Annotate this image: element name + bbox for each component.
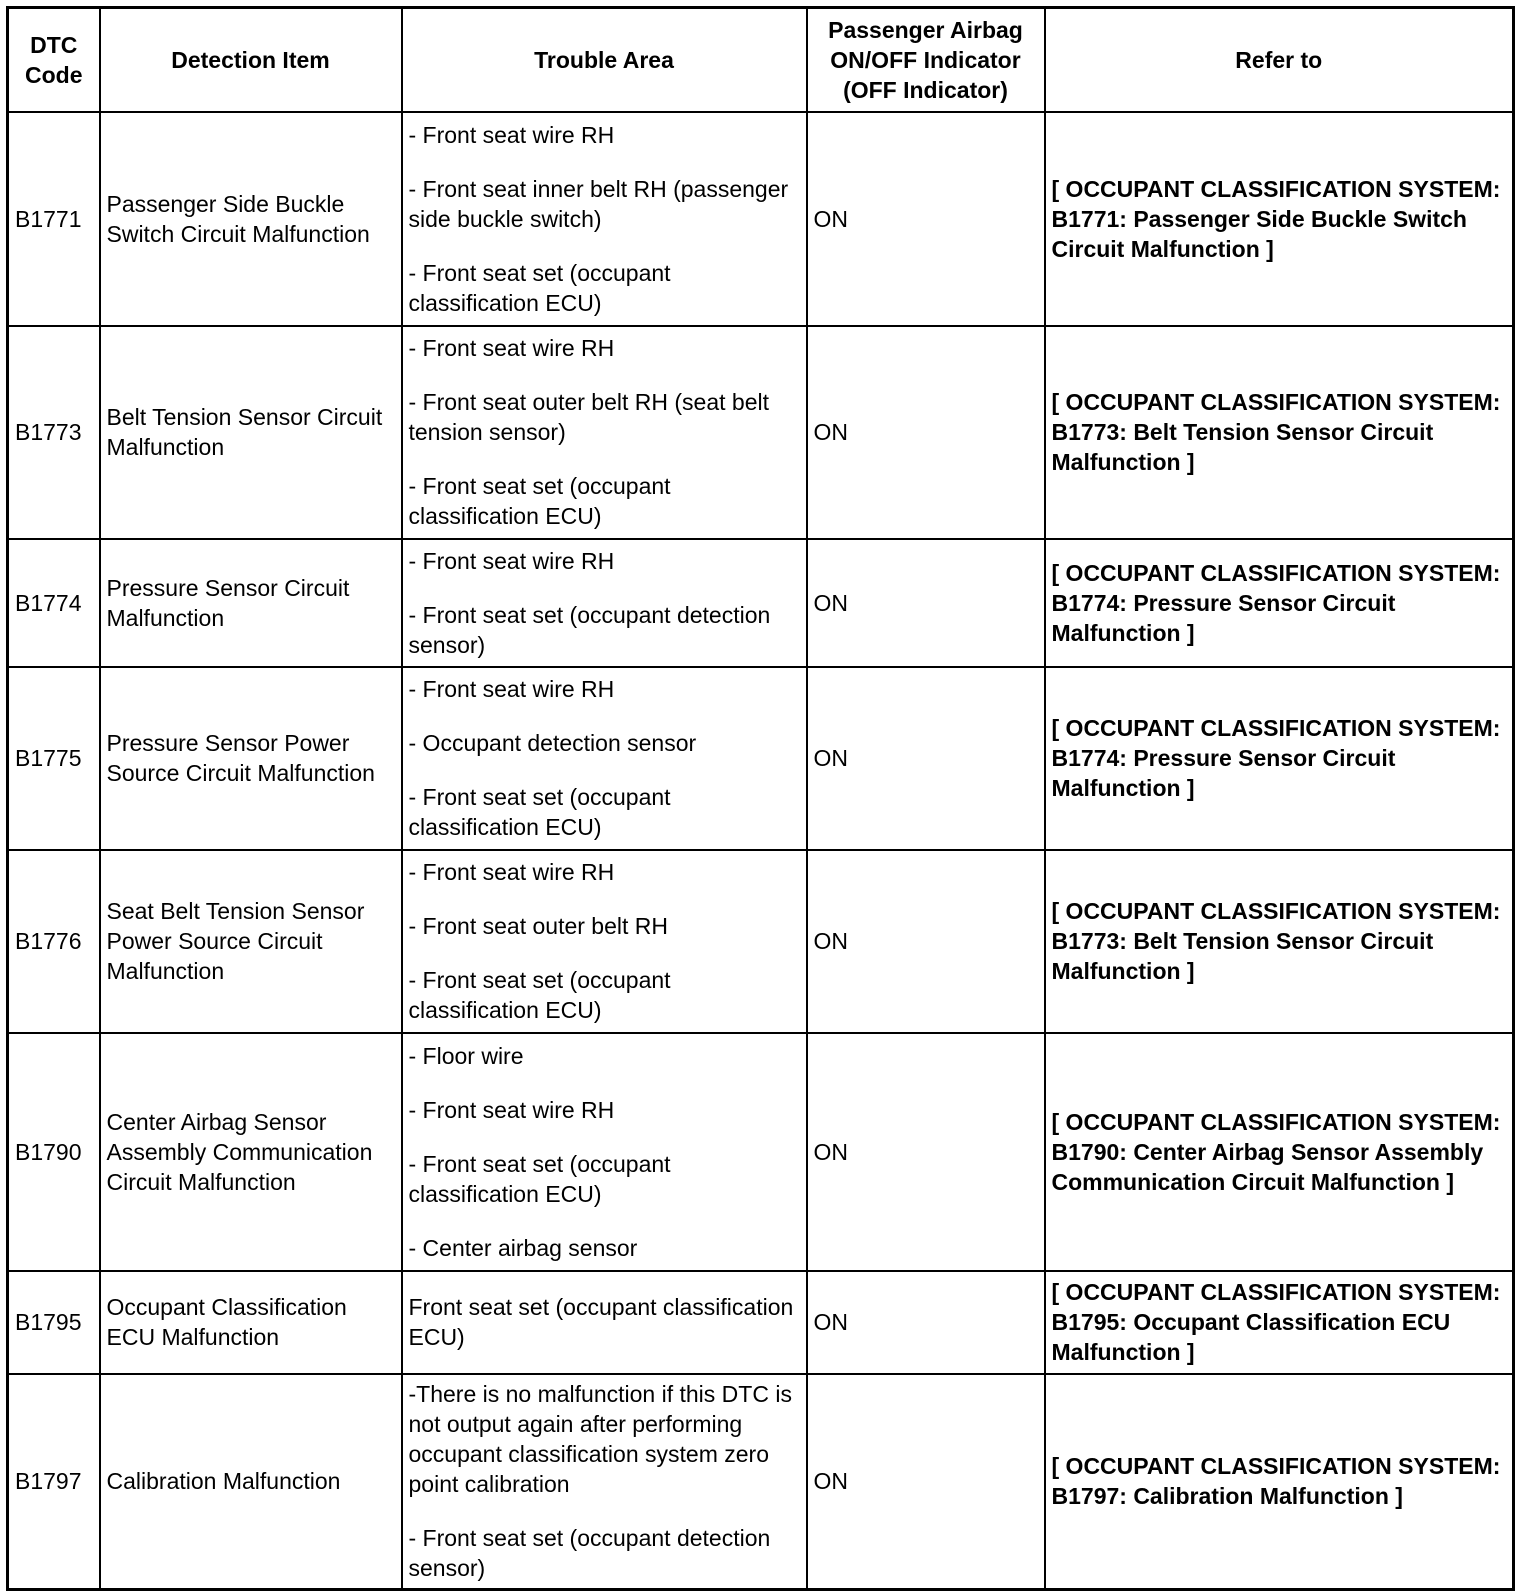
refer-to-cell: [ OCCUPANT CLASSIFICATION SYSTEM: B1774: Pressure Sensor Circuit Malfunction ] bbox=[1045, 539, 1514, 667]
trouble-area-cell bbox=[402, 326, 807, 539]
trouble-area-item: - Front seat set (occupant classification ECU) bbox=[408, 1150, 671, 1207]
refer-to-cell: [ OCCUPANT CLASSIFICATION SYSTEM: B1797: Calibration Malfunction ] bbox=[1045, 1374, 1514, 1590]
table-row bbox=[8, 539, 1514, 667]
detection-item-cell: Belt Tension Sensor Circuit Malfunction bbox=[100, 326, 402, 539]
trouble-area-item: - Front seat wire RH bbox=[408, 335, 615, 361]
indicator-cell: ON bbox=[807, 667, 1045, 850]
trouble-area-item: - Front seat outer belt RH (seat belt tension sensor) bbox=[408, 389, 769, 445]
header-row bbox=[8, 8, 1514, 112]
dtc-code-cell: B1773 bbox=[8, 326, 100, 539]
dtc-table bbox=[6, 6, 1515, 1591]
refer-to-cell: [ OCCUPANT CLASSIFICATION SYSTEM: B1773: Belt Tension Sensor Circuit Malfunction ] bbox=[1045, 326, 1514, 539]
table-row bbox=[8, 112, 1514, 326]
trouble-area-cell bbox=[402, 667, 807, 850]
trouble-area-cell bbox=[402, 112, 807, 326]
refer-to-cell: [ OCCUPANT CLASSIFICATION SYSTEM: B1771: Passenger Side Buckle Switch Circuit Malfunction ] bbox=[1045, 112, 1514, 326]
table-row bbox=[8, 1271, 1514, 1374]
dtc-code-cell: B1790 bbox=[8, 1033, 100, 1271]
refer-to-cell: [ OCCUPANT CLASSIFICATION SYSTEM: B1790: Center Airbag Sensor Assembly Communication Circuit Malfunction ] bbox=[1045, 1033, 1514, 1271]
dtc-code-cell: B1774 bbox=[8, 539, 100, 667]
indicator-cell: ON bbox=[807, 1374, 1045, 1590]
detection-item-cell: Center Airbag Sensor Assembly Communication Circuit Malfunction bbox=[100, 1033, 402, 1271]
trouble-area-item: - Floor wire bbox=[408, 1042, 524, 1069]
trouble-area-item: - Front seat set (occupant detection sensor) bbox=[408, 1525, 771, 1582]
trouble-area-item: - Front seat wire RH bbox=[408, 859, 615, 885]
trouble-area-item: - Front seat set (occupant classification ECU) bbox=[408, 784, 671, 840]
detection-item-cell: Pressure Sensor Circuit Malfunction bbox=[100, 539, 402, 667]
dtc-code-cell: B1775 bbox=[8, 667, 100, 850]
trouble-area-item: - Front seat wire RH bbox=[408, 676, 615, 702]
dtc-code-cell: B1776 bbox=[8, 850, 100, 1033]
trouble-area-item: - Front seat wire RH bbox=[408, 1096, 615, 1123]
trouble-area-cell bbox=[402, 539, 807, 667]
table-row bbox=[8, 667, 1514, 850]
trouble-area-item: - Front seat set (occupant detection sensor) bbox=[408, 601, 771, 658]
trouble-area-item: - Occupant detection sensor bbox=[408, 730, 697, 756]
header-trouble-area: Trouble Area bbox=[402, 8, 807, 112]
header-detection-item: Detection Item bbox=[100, 8, 402, 112]
trouble-area-cell bbox=[402, 1033, 807, 1271]
table-row bbox=[8, 1033, 1514, 1271]
trouble-area-cell bbox=[402, 1374, 807, 1590]
dtc-code-cell: B1795 bbox=[8, 1271, 100, 1374]
detection-item-cell: Seat Belt Tension Sensor Power Source Circuit Malfunction bbox=[100, 850, 402, 1033]
trouble-area-item: -There is no malfunction if this DTC is not output again after performing occupant classification system zero point calibration bbox=[408, 1381, 792, 1498]
trouble-area-item: - Front seat inner belt RH (passenger side buckle switch) bbox=[408, 175, 789, 232]
refer-to-cell: [ OCCUPANT CLASSIFICATION SYSTEM: B1773: Belt Tension Sensor Circuit Malfunction ] bbox=[1045, 850, 1514, 1033]
refer-to-cell: [ OCCUPANT CLASSIFICATION SYSTEM: B1795: Occupant Classification ECU Malfunction ] bbox=[1045, 1271, 1514, 1374]
indicator-cell: ON bbox=[807, 850, 1045, 1033]
detection-item-cell: Passenger Side Buckle Switch Circuit Malfunction bbox=[100, 112, 402, 326]
trouble-area-item: - Front seat wire RH bbox=[408, 121, 615, 148]
trouble-area-item: - Front seat set (occupant classification ECU) bbox=[408, 473, 671, 529]
trouble-area-item: - Center airbag sensor bbox=[408, 1234, 638, 1261]
trouble-area-item: - Front seat outer belt RH bbox=[408, 913, 668, 939]
detection-item-cell: Calibration Malfunction bbox=[100, 1374, 402, 1590]
detection-item-cell: Pressure Sensor Power Source Circuit Malfunction bbox=[100, 667, 402, 850]
indicator-cell: ON bbox=[807, 326, 1045, 539]
refer-to-cell: [ OCCUPANT CLASSIFICATION SYSTEM: B1774: Pressure Sensor Circuit Malfunction ] bbox=[1045, 667, 1514, 850]
trouble-area-cell bbox=[402, 1271, 807, 1374]
detection-item-cell: Occupant Classification ECU Malfunction bbox=[100, 1271, 402, 1374]
header-dtc-code: DTC Code bbox=[8, 8, 100, 112]
table-row bbox=[8, 326, 1514, 539]
indicator-cell: ON bbox=[807, 539, 1045, 667]
indicator-cell: ON bbox=[807, 112, 1045, 326]
indicator-cell: ON bbox=[807, 1271, 1045, 1374]
dtc-code-cell: B1797 bbox=[8, 1374, 100, 1590]
header-indicator: Passenger Airbag ON/OFF Indicator (OFF Indicator) bbox=[807, 8, 1045, 112]
table-row bbox=[8, 1374, 1514, 1590]
table-row bbox=[8, 850, 1514, 1033]
header-refer-to: Refer to bbox=[1045, 8, 1514, 112]
trouble-area-item: Front seat set (occupant classification ECU) bbox=[408, 1294, 794, 1350]
trouble-area-item: - Front seat set (occupant classification ECU) bbox=[408, 259, 671, 316]
trouble-area-item: - Front seat set (occupant classification ECU) bbox=[408, 967, 671, 1023]
trouble-area-cell bbox=[402, 850, 807, 1033]
indicator-cell: ON bbox=[807, 1033, 1045, 1271]
dtc-code-cell: B1771 bbox=[8, 112, 100, 326]
trouble-area-item: - Front seat wire RH bbox=[408, 547, 615, 574]
